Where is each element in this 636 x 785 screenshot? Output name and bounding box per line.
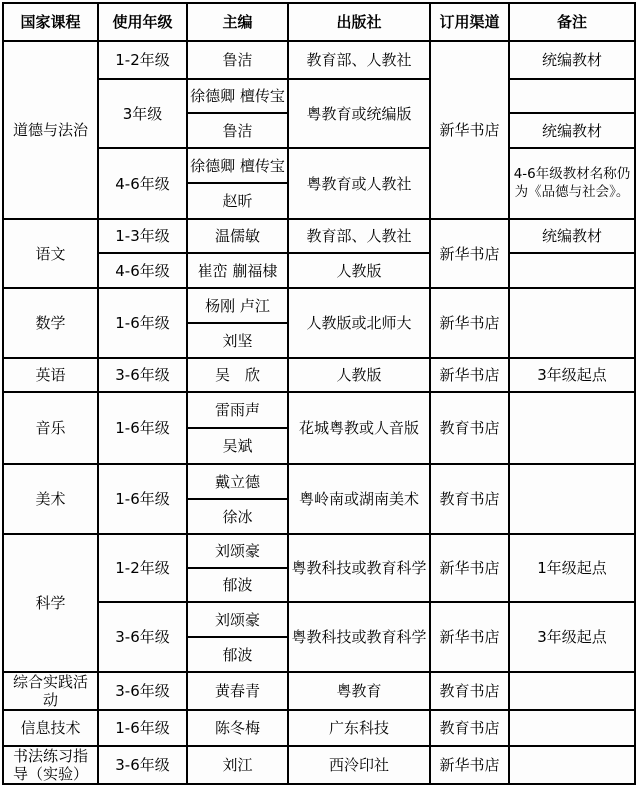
publisher-cell: 人教版 [288, 358, 430, 392]
channel-cell: 新华书店 [430, 602, 509, 672]
publisher-cell: 粤教育或人教社 [288, 148, 430, 219]
channel-cell: 新华书店 [430, 288, 509, 358]
grade-cell: 1-2年级 [98, 534, 187, 602]
course-cell: 科学 [3, 534, 98, 672]
grade-cell: 1-6年级 [98, 288, 187, 358]
table-row [3, 288, 635, 323]
table-row [3, 358, 635, 392]
table-row [3, 534, 635, 568]
editor-cell: 杨刚 卢江 [187, 288, 288, 323]
table-row [3, 746, 635, 784]
table-row [3, 253, 635, 288]
table-row [3, 392, 635, 428]
table-row [3, 602, 635, 637]
channel-cell: 新华书店 [430, 41, 509, 219]
grade-cell: 1-6年级 [98, 464, 187, 534]
publisher-cell: 粤教育 [288, 672, 430, 710]
column-header-note: 备注 [509, 3, 635, 41]
note-cell: 统编教材 [509, 219, 635, 253]
note-cell [509, 253, 635, 288]
table-row [3, 219, 635, 253]
editor-cell: 郁波 [187, 568, 288, 602]
course-cell: 道德与法治 [3, 41, 98, 219]
table-header [3, 3, 635, 41]
course-cell: 美术 [3, 464, 98, 534]
editor-cell: 雷雨声 [187, 392, 288, 428]
note-cell: 4-6年级教材名称仍为《品德与社会》。 [509, 148, 635, 219]
note-cell: 统编教材 [509, 41, 635, 79]
editor-cell: 崔峦 蒯福棣 [187, 253, 288, 288]
table-body [3, 41, 635, 784]
table-row [3, 672, 635, 710]
channel-cell: 新华书店 [430, 746, 509, 784]
grade-cell: 3-6年级 [98, 358, 187, 392]
column-header-editor: 主编 [187, 3, 288, 41]
publisher-cell: 广东科技 [288, 710, 430, 746]
note-cell: 1年级起点 [509, 534, 635, 602]
grade-cell: 1-3年级 [98, 219, 187, 253]
table-row [3, 148, 635, 183]
channel-cell: 新华书店 [430, 534, 509, 602]
note-cell [509, 392, 635, 464]
editor-cell: 刘颂豪 [187, 534, 288, 568]
editor-cell: 陈冬梅 [187, 710, 288, 746]
note-cell [509, 672, 635, 710]
column-header-publisher: 出版社 [288, 3, 430, 41]
grade-cell: 3年级 [98, 79, 187, 148]
publisher-cell: 粤教育或统编版 [288, 79, 430, 148]
editor-cell: 郁波 [187, 637, 288, 672]
course-cell: 书法练习指导（实验） [3, 746, 98, 784]
grade-cell: 1-6年级 [98, 710, 187, 746]
note-cell [509, 464, 635, 534]
editor-cell: 刘江 [187, 746, 288, 784]
grade-cell: 1-2年级 [98, 41, 187, 79]
course-cell: 英语 [3, 358, 98, 392]
note-cell [509, 79, 635, 113]
publisher-cell: 粤教科技或教育科学 [288, 534, 430, 602]
editor-cell: 徐德卿 檀传宝 [187, 148, 288, 183]
grade-cell: 3-6年级 [98, 672, 187, 710]
channel-cell: 教育书店 [430, 392, 509, 464]
editor-cell: 赵昕 [187, 183, 288, 219]
publisher-cell: 粤教科技或教育科学 [288, 602, 430, 672]
header-row [3, 3, 635, 41]
course-cell: 音乐 [3, 392, 98, 464]
publisher-cell: 人教版或北师大 [288, 288, 430, 358]
editor-cell: 吴斌 [187, 428, 288, 464]
publisher-cell: 教育部、人教社 [288, 219, 430, 253]
grade-cell: 3-6年级 [98, 602, 187, 672]
grade-cell: 4-6年级 [98, 148, 187, 219]
course-cell: 数学 [3, 288, 98, 358]
grade-cell: 1-6年级 [98, 392, 187, 464]
table-row [3, 79, 635, 113]
editor-cell: 鲁洁 [187, 113, 288, 148]
channel-cell: 新华书店 [430, 219, 509, 288]
publisher-cell: 西泠印社 [288, 746, 430, 784]
grade-cell: 3-6年级 [98, 746, 187, 784]
editor-cell: 温儒敏 [187, 219, 288, 253]
note-cell: 统编教材 [509, 113, 635, 148]
grade-cell: 4-6年级 [98, 253, 187, 288]
editor-cell: 刘坚 [187, 323, 288, 358]
table-row [3, 710, 635, 746]
note-cell: 3年级起点 [509, 358, 635, 392]
note-cell [509, 746, 635, 784]
editor-cell: 鲁洁 [187, 41, 288, 79]
column-header-course: 国家课程 [3, 3, 98, 41]
curriculum-table [2, 2, 636, 785]
course-cell: 综合实践活动 [3, 672, 98, 710]
column-header-channel: 订用渠道 [430, 3, 509, 41]
channel-cell: 新华书店 [430, 358, 509, 392]
channel-cell: 教育书店 [430, 710, 509, 746]
editor-cell: 徐德卿 檀传宝 [187, 79, 288, 113]
course-cell: 信息技术 [3, 710, 98, 746]
publisher-cell: 人教版 [288, 253, 430, 288]
editor-cell: 刘颂豪 [187, 602, 288, 637]
editor-cell: 戴立德 [187, 464, 288, 499]
publisher-cell: 教育部、人教社 [288, 41, 430, 79]
note-cell [509, 710, 635, 746]
editor-cell: 徐冰 [187, 499, 288, 534]
course-cell: 语文 [3, 219, 98, 288]
channel-cell: 教育书店 [430, 672, 509, 710]
note-cell [509, 288, 635, 358]
publisher-cell: 粤岭南或湖南美术 [288, 464, 430, 534]
channel-cell: 教育书店 [430, 464, 509, 534]
publisher-cell: 花城粤教或人音版 [288, 392, 430, 464]
table-row [3, 41, 635, 79]
editor-cell: 黄春青 [187, 672, 288, 710]
editor-cell: 吴 欣 [187, 358, 288, 392]
column-header-grade: 使用年级 [98, 3, 187, 41]
table-row [3, 464, 635, 499]
note-cell: 3年级起点 [509, 602, 635, 672]
